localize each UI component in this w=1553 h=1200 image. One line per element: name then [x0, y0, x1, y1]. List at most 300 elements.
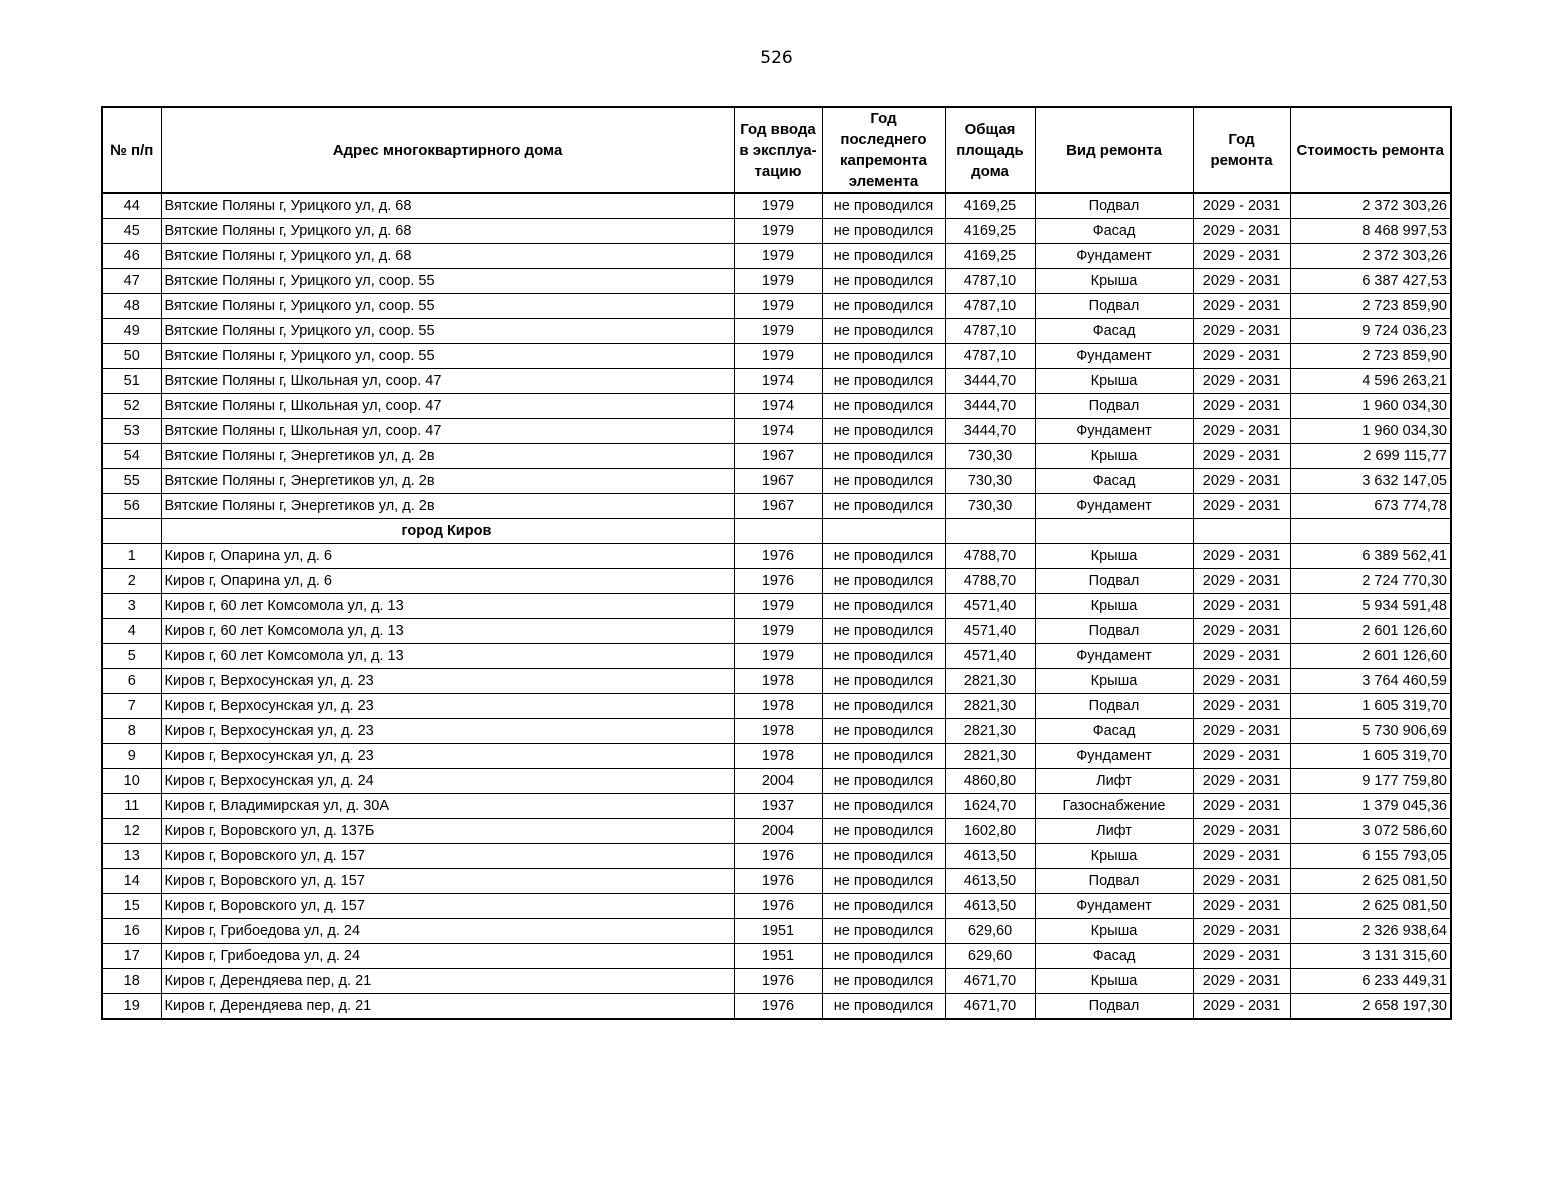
cell-repair-cost: 3 072 586,60	[1290, 819, 1451, 844]
cell-address: Вятские Поляны г, Урицкого ул, д. 68	[161, 219, 734, 244]
cell-number: 52	[102, 394, 161, 419]
cell-last-repair: не проводился	[822, 819, 945, 844]
section-row	[102, 519, 1451, 544]
table-row	[102, 444, 1451, 469]
table-row	[102, 369, 1451, 394]
cell-address: Киров г, Опарина ул, д. 6	[161, 569, 734, 594]
cell-year-built: 1976	[734, 569, 822, 594]
header-repair-cost: Стоимость ремонта	[1290, 107, 1451, 193]
cell-address: Вятские Поляны г, Энергетиков ул, д. 2в	[161, 444, 734, 469]
cell-repair-year: 2029 - 2031	[1193, 619, 1290, 644]
cell-year-built: 1976	[734, 894, 822, 919]
table-row	[102, 394, 1451, 419]
cell-repair-cost: 5 730 906,69	[1290, 719, 1451, 744]
cell-repair-year: 2029 - 2031	[1193, 669, 1290, 694]
cell-address: Киров г, Грибоедова ул, д. 24	[161, 944, 734, 969]
table-row	[102, 569, 1451, 594]
table-row	[102, 869, 1451, 894]
cell-year-built: 1978	[734, 694, 822, 719]
cell-number: 14	[102, 869, 161, 894]
cell-repair-year: 2029 - 2031	[1193, 269, 1290, 294]
cell-repair-cost: 2 326 938,64	[1290, 919, 1451, 944]
header-last-repair: Год последнего капремонта элемента	[822, 107, 945, 193]
table-row	[102, 919, 1451, 944]
table-row	[102, 844, 1451, 869]
cell-last-repair: не проводился	[822, 594, 945, 619]
cell-number: 15	[102, 894, 161, 919]
cell-year-built: 1974	[734, 369, 822, 394]
cell-repair-cost: 3 764 460,59	[1290, 669, 1451, 694]
cell-last-repair: не проводился	[822, 694, 945, 719]
cell-address: Вятские Поляны г, Школьная ул, соор. 47	[161, 419, 734, 444]
cell-last-repair: не проводился	[822, 469, 945, 494]
cell-total-area: 4169,25	[945, 244, 1035, 269]
header-number: № п/п	[102, 107, 161, 193]
cell-total-area: 1602,80	[945, 819, 1035, 844]
cell-year-built: 1976	[734, 969, 822, 994]
cell-repair-type: Крыша	[1035, 844, 1193, 869]
cell-total-area: 4169,25	[945, 193, 1035, 219]
cell-repair-type: Крыша	[1035, 969, 1193, 994]
cell-repair-year: 2029 - 2031	[1193, 944, 1290, 969]
cell-number: 17	[102, 944, 161, 969]
table-row	[102, 294, 1451, 319]
cell-last-repair: не проводился	[822, 344, 945, 369]
table-body	[102, 193, 1451, 1019]
cell-year-built: 1979	[734, 344, 822, 369]
cell-number: 6	[102, 669, 161, 694]
cell-repair-cost: 2 724 770,30	[1290, 569, 1451, 594]
cell-last-repair: не проводился	[822, 369, 945, 394]
cell-year-built: 1976	[734, 544, 822, 569]
cell-total-area: 1624,70	[945, 794, 1035, 819]
table-row	[102, 719, 1451, 744]
header-address: Адрес многоквартирного дома	[161, 107, 734, 193]
cell-year-built: 1974	[734, 394, 822, 419]
table-header	[102, 107, 1451, 193]
table-row	[102, 819, 1451, 844]
table-row	[102, 794, 1451, 819]
cell-number: 18	[102, 969, 161, 994]
cell-number: 46	[102, 244, 161, 269]
cell-repair-cost: 5 934 591,48	[1290, 594, 1451, 619]
table-row	[102, 269, 1451, 294]
cell-total-area	[945, 519, 1035, 544]
cell-year-built: 1979	[734, 219, 822, 244]
cell-repair-cost: 2 625 081,50	[1290, 869, 1451, 894]
cell-year-built: 1979	[734, 193, 822, 219]
cell-last-repair: не проводился	[822, 619, 945, 644]
cell-repair-type: Крыша	[1035, 594, 1193, 619]
table-row	[102, 619, 1451, 644]
cell-last-repair: не проводился	[822, 569, 945, 594]
cell-year-built: 1967	[734, 469, 822, 494]
cell-total-area: 629,60	[945, 944, 1035, 969]
table-row	[102, 344, 1451, 369]
cell-repair-cost: 1 960 034,30	[1290, 419, 1451, 444]
repair-table	[101, 106, 1452, 1020]
cell-repair-type: Фасад	[1035, 219, 1193, 244]
cell-last-repair: не проводился	[822, 394, 945, 419]
cell-year-built: 2004	[734, 819, 822, 844]
cell-repair-year: 2029 - 2031	[1193, 444, 1290, 469]
cell-repair-year: 2029 - 2031	[1193, 569, 1290, 594]
cell-number: 10	[102, 769, 161, 794]
table-row	[102, 694, 1451, 719]
cell-repair-type: Фасад	[1035, 719, 1193, 744]
cell-total-area: 4787,10	[945, 269, 1035, 294]
cell-number: 53	[102, 419, 161, 444]
cell-number: 3	[102, 594, 161, 619]
cell-repair-cost: 6 155 793,05	[1290, 844, 1451, 869]
cell-address: Киров г, Воровского ул, д. 157	[161, 894, 734, 919]
cell-repair-cost: 6 233 449,31	[1290, 969, 1451, 994]
cell-total-area: 4671,70	[945, 994, 1035, 1020]
cell-address: Вятские Поляны г, Школьная ул, соор. 47	[161, 394, 734, 419]
cell-repair-year: 2029 - 2031	[1193, 844, 1290, 869]
cell-repair-type: Фундамент	[1035, 419, 1193, 444]
cell-total-area: 4788,70	[945, 569, 1035, 594]
cell-address: Киров г, 60 лет Комсомола ул, д. 13	[161, 594, 734, 619]
cell-address: Киров г, Опарина ул, д. 6	[161, 544, 734, 569]
cell-total-area: 2821,30	[945, 719, 1035, 744]
cell-repair-cost: 673 774,78	[1290, 494, 1451, 519]
cell-repair-type: Фасад	[1035, 944, 1193, 969]
table-row	[102, 494, 1451, 519]
cell-repair-cost: 3 632 147,05	[1290, 469, 1451, 494]
cell-address: Вятские Поляны г, Урицкого ул, соор. 55	[161, 344, 734, 369]
table-row	[102, 994, 1451, 1020]
cell-last-repair: не проводился	[822, 744, 945, 769]
cell-total-area: 730,30	[945, 494, 1035, 519]
cell-repair-year: 2029 - 2031	[1193, 319, 1290, 344]
cell-total-area: 4860,80	[945, 769, 1035, 794]
cell-repair-cost: 6 389 562,41	[1290, 544, 1451, 569]
cell-last-repair: не проводился	[822, 193, 945, 219]
cell-total-area: 3444,70	[945, 394, 1035, 419]
cell-last-repair: не проводился	[822, 294, 945, 319]
cell-repair-type: Крыша	[1035, 369, 1193, 394]
cell-total-area: 629,60	[945, 919, 1035, 944]
cell-year-built: 1979	[734, 294, 822, 319]
cell-address: Киров г, Воровского ул, д. 157	[161, 844, 734, 869]
cell-last-repair: не проводился	[822, 494, 945, 519]
cell-year-built: 2004	[734, 769, 822, 794]
cell-total-area: 4613,50	[945, 844, 1035, 869]
cell-repair-cost: 8 468 997,53	[1290, 219, 1451, 244]
cell-last-repair: не проводился	[822, 844, 945, 869]
cell-number: 16	[102, 919, 161, 944]
cell-repair-cost: 1 960 034,30	[1290, 394, 1451, 419]
cell-number: 1	[102, 544, 161, 569]
cell-year-built: 1951	[734, 944, 822, 969]
cell-year-built: 1978	[734, 744, 822, 769]
cell-number	[102, 519, 161, 544]
cell-repair-type: Фундамент	[1035, 344, 1193, 369]
cell-year-built: 1979	[734, 619, 822, 644]
cell-number: 47	[102, 269, 161, 294]
cell-repair-type: Подвал	[1035, 869, 1193, 894]
table-row	[102, 219, 1451, 244]
cell-repair-year: 2029 - 2031	[1193, 193, 1290, 219]
cell-repair-year: 2029 - 2031	[1193, 219, 1290, 244]
cell-repair-type: Фундамент	[1035, 494, 1193, 519]
cell-repair-year: 2029 - 2031	[1193, 694, 1290, 719]
cell-repair-cost: 1 379 045,36	[1290, 794, 1451, 819]
cell-repair-year: 2029 - 2031	[1193, 969, 1290, 994]
cell-total-area: 4571,40	[945, 594, 1035, 619]
cell-repair-cost: 2 625 081,50	[1290, 894, 1451, 919]
cell-repair-year: 2029 - 2031	[1193, 419, 1290, 444]
cell-repair-type: Лифт	[1035, 819, 1193, 844]
table-row	[102, 744, 1451, 769]
table-row	[102, 244, 1451, 269]
cell-last-repair: не проводился	[822, 894, 945, 919]
cell-number: 48	[102, 294, 161, 319]
cell-last-repair: не проводился	[822, 969, 945, 994]
cell-address: Киров г, 60 лет Комсомола ул, д. 13	[161, 619, 734, 644]
cell-last-repair: не проводился	[822, 719, 945, 744]
cell-total-area: 4787,10	[945, 319, 1035, 344]
cell-number: 5	[102, 644, 161, 669]
cell-repair-year: 2029 - 2031	[1193, 719, 1290, 744]
cell-repair-type: Фасад	[1035, 469, 1193, 494]
cell-total-area: 730,30	[945, 444, 1035, 469]
cell-total-area: 2821,30	[945, 694, 1035, 719]
cell-repair-cost: 2 723 859,90	[1290, 344, 1451, 369]
cell-repair-cost: 6 387 427,53	[1290, 269, 1451, 294]
cell-repair-year: 2029 - 2031	[1193, 794, 1290, 819]
cell-total-area: 730,30	[945, 469, 1035, 494]
cell-last-repair: не проводился	[822, 769, 945, 794]
table-row	[102, 419, 1451, 444]
cell-last-repair: не проводился	[822, 669, 945, 694]
cell-year-built: 1976	[734, 994, 822, 1020]
cell-last-repair: не проводился	[822, 869, 945, 894]
cell-number: 50	[102, 344, 161, 369]
cell-address: Киров г, Верхосунская ул, д. 24	[161, 769, 734, 794]
cell-repair-type: Фундамент	[1035, 644, 1193, 669]
cell-repair-year: 2029 - 2031	[1193, 344, 1290, 369]
cell-last-repair: не проводился	[822, 219, 945, 244]
table-row	[102, 944, 1451, 969]
cell-number: 56	[102, 494, 161, 519]
cell-repair-type	[1035, 519, 1193, 544]
cell-repair-year: 2029 - 2031	[1193, 994, 1290, 1020]
cell-address: Киров г, 60 лет Комсомола ул, д. 13	[161, 644, 734, 669]
cell-repair-cost: 2 699 115,77	[1290, 444, 1451, 469]
cell-address: Вятские Поляны г, Урицкого ул, д. 68	[161, 193, 734, 219]
cell-year-built: 1979	[734, 644, 822, 669]
cell-year-built: 1976	[734, 869, 822, 894]
cell-address: Киров г, Воровского ул, д. 137Б	[161, 819, 734, 844]
cell-year-built	[734, 519, 822, 544]
cell-repair-year: 2029 - 2031	[1193, 294, 1290, 319]
cell-repair-cost: 2 372 303,26	[1290, 193, 1451, 219]
cell-address: Киров г, Воровского ул, д. 157	[161, 869, 734, 894]
cell-repair-cost: 1 605 319,70	[1290, 744, 1451, 769]
table-row	[102, 469, 1451, 494]
cell-repair-year	[1193, 519, 1290, 544]
cell-total-area: 4169,25	[945, 219, 1035, 244]
header-total-area: Общая площадь дома	[945, 107, 1035, 193]
cell-repair-type: Подвал	[1035, 294, 1193, 319]
cell-number: 11	[102, 794, 161, 819]
cell-number: 2	[102, 569, 161, 594]
cell-repair-year: 2029 - 2031	[1193, 594, 1290, 619]
cell-year-built: 1967	[734, 444, 822, 469]
table-row	[102, 193, 1451, 219]
cell-address: Киров г, Верхосунская ул, д. 23	[161, 719, 734, 744]
cell-repair-cost: 2 723 859,90	[1290, 294, 1451, 319]
cell-last-repair: не проводился	[822, 444, 945, 469]
cell-repair-cost: 2 658 197,30	[1290, 994, 1451, 1020]
table-row	[102, 894, 1451, 919]
cell-repair-cost: 2 372 303,26	[1290, 244, 1451, 269]
cell-last-repair: не проводился	[822, 419, 945, 444]
cell-address: Киров г, Дерендяева пер, д. 21	[161, 969, 734, 994]
cell-total-area: 4671,70	[945, 969, 1035, 994]
cell-total-area: 3444,70	[945, 369, 1035, 394]
cell-number: 7	[102, 694, 161, 719]
cell-repair-year: 2029 - 2031	[1193, 744, 1290, 769]
cell-year-built: 1979	[734, 269, 822, 294]
cell-address: Киров г, Верхосунская ул, д. 23	[161, 744, 734, 769]
cell-repair-type: Подвал	[1035, 994, 1193, 1020]
cell-repair-type: Подвал	[1035, 694, 1193, 719]
cell-number: 19	[102, 994, 161, 1020]
cell-last-repair: не проводился	[822, 994, 945, 1020]
table-row	[102, 544, 1451, 569]
cell-address: Киров г, Верхосунская ул, д. 23	[161, 694, 734, 719]
cell-year-built: 1967	[734, 494, 822, 519]
cell-repair-year: 2029 - 2031	[1193, 869, 1290, 894]
cell-total-area: 4571,40	[945, 644, 1035, 669]
cell-total-area: 4613,50	[945, 894, 1035, 919]
header-repair-type: Вид ремонта	[1035, 107, 1193, 193]
cell-last-repair: не проводился	[822, 794, 945, 819]
cell-address: Вятские Поляны г, Урицкого ул, соор. 55	[161, 269, 734, 294]
cell-year-built: 1979	[734, 244, 822, 269]
cell-address: Вятские Поляны г, Урицкого ул, соор. 55	[161, 294, 734, 319]
cell-number: 4	[102, 619, 161, 644]
cell-year-built: 1978	[734, 669, 822, 694]
cell-repair-type: Подвал	[1035, 394, 1193, 419]
cell-last-repair: не проводился	[822, 319, 945, 344]
cell-address: Вятские Поляны г, Энергетиков ул, д. 2в	[161, 469, 734, 494]
cell-address: Киров г, Владимирская ул, д. 30А	[161, 794, 734, 819]
cell-address: Вятские Поляны г, Урицкого ул, д. 68	[161, 244, 734, 269]
cell-year-built: 1974	[734, 419, 822, 444]
cell-repair-year: 2029 - 2031	[1193, 469, 1290, 494]
cell-repair-cost: 4 596 263,21	[1290, 369, 1451, 394]
cell-last-repair: не проводился	[822, 919, 945, 944]
cell-repair-type: Подвал	[1035, 619, 1193, 644]
cell-total-area: 4613,50	[945, 869, 1035, 894]
cell-total-area: 4787,10	[945, 344, 1035, 369]
cell-year-built: 1937	[734, 794, 822, 819]
cell-address: Вятские Поляны г, Школьная ул, соор. 47	[161, 369, 734, 394]
cell-repair-type: Подвал	[1035, 193, 1193, 219]
cell-number: 55	[102, 469, 161, 494]
cell-repair-year: 2029 - 2031	[1193, 544, 1290, 569]
cell-address: Вятские Поляны г, Энергетиков ул, д. 2в	[161, 494, 734, 519]
cell-year-built: 1976	[734, 844, 822, 869]
cell-last-repair: не проводился	[822, 544, 945, 569]
cell-year-built: 1978	[734, 719, 822, 744]
cell-repair-type: Подвал	[1035, 569, 1193, 594]
cell-last-repair: не проводился	[822, 269, 945, 294]
cell-repair-year: 2029 - 2031	[1193, 894, 1290, 919]
cell-total-area: 2821,30	[945, 669, 1035, 694]
cell-last-repair: не проводился	[822, 244, 945, 269]
cell-number: 9	[102, 744, 161, 769]
cell-repair-type: Крыша	[1035, 669, 1193, 694]
cell-repair-type: Фасад	[1035, 319, 1193, 344]
cell-repair-type: Крыша	[1035, 269, 1193, 294]
cell-total-area: 3444,70	[945, 419, 1035, 444]
cell-repair-year: 2029 - 2031	[1193, 494, 1290, 519]
cell-repair-year: 2029 - 2031	[1193, 644, 1290, 669]
cell-repair-type: Крыша	[1035, 544, 1193, 569]
cell-number: 54	[102, 444, 161, 469]
cell-number: 13	[102, 844, 161, 869]
cell-repair-cost: 1 605 319,70	[1290, 694, 1451, 719]
cell-repair-type: Фундамент	[1035, 244, 1193, 269]
cell-number: 8	[102, 719, 161, 744]
header-repair-year: Год ремонта	[1193, 107, 1290, 193]
cell-repair-cost: 3 131 315,60	[1290, 944, 1451, 969]
table-row	[102, 644, 1451, 669]
cell-repair-cost: 2 601 126,60	[1290, 644, 1451, 669]
cell-address: Киров г, Верхосунская ул, д. 23	[161, 669, 734, 694]
cell-repair-type: Крыша	[1035, 919, 1193, 944]
cell-number: 51	[102, 369, 161, 394]
section-title: город Киров	[161, 519, 734, 544]
cell-repair-year: 2029 - 2031	[1193, 369, 1290, 394]
cell-year-built: 1951	[734, 919, 822, 944]
cell-repair-type: Лифт	[1035, 769, 1193, 794]
cell-number: 45	[102, 219, 161, 244]
cell-address: Вятские Поляны г, Урицкого ул, соор. 55	[161, 319, 734, 344]
cell-repair-type: Фундамент	[1035, 744, 1193, 769]
cell-repair-cost	[1290, 519, 1451, 544]
cell-last-repair	[822, 519, 945, 544]
cell-last-repair: не проводился	[822, 944, 945, 969]
header-row	[102, 107, 1451, 193]
cell-repair-type: Газоснабжение	[1035, 794, 1193, 819]
cell-repair-type: Крыша	[1035, 444, 1193, 469]
cell-total-area: 4787,10	[945, 294, 1035, 319]
cell-number: 49	[102, 319, 161, 344]
cell-total-area: 4571,40	[945, 619, 1035, 644]
cell-repair-type: Фундамент	[1035, 894, 1193, 919]
cell-repair-year: 2029 - 2031	[1193, 244, 1290, 269]
table-row	[102, 669, 1451, 694]
cell-number: 44	[102, 193, 161, 219]
cell-repair-cost: 9 724 036,23	[1290, 319, 1451, 344]
cell-year-built: 1979	[734, 319, 822, 344]
cell-year-built: 1979	[734, 594, 822, 619]
cell-repair-cost: 9 177 759,80	[1290, 769, 1451, 794]
cell-repair-year: 2029 - 2031	[1193, 819, 1290, 844]
cell-number: 12	[102, 819, 161, 844]
cell-total-area: 4788,70	[945, 544, 1035, 569]
header-year-built: Год ввода в эксплуа-тацию	[734, 107, 822, 193]
table-row	[102, 319, 1451, 344]
cell-address: Киров г, Грибоедова ул, д. 24	[161, 919, 734, 944]
page-number: 526	[760, 48, 793, 68]
